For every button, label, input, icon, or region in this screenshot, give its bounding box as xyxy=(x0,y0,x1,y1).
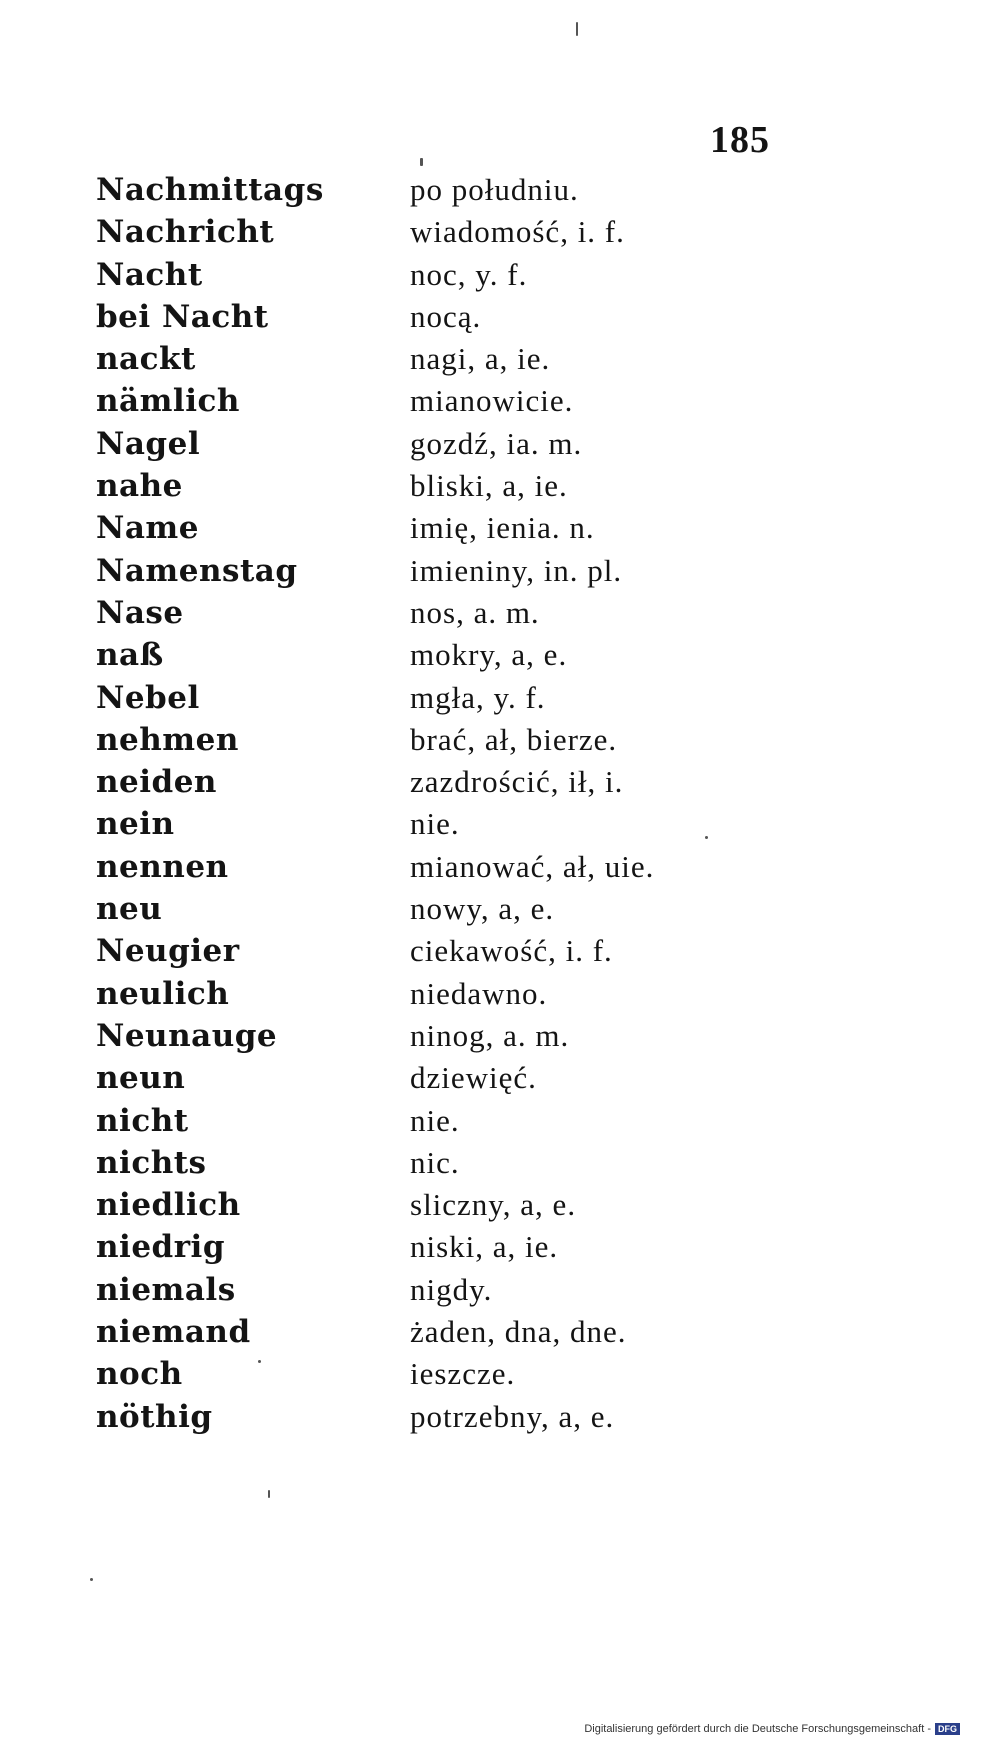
german-headword: Neunauge xyxy=(96,1017,278,1054)
dictionary-entry xyxy=(0,255,1000,297)
dictionary-entry xyxy=(0,1397,1000,1439)
german-headword: bei Nacht xyxy=(96,298,269,335)
dictionary-entry xyxy=(0,1101,1000,1143)
polish-translation: bliski, a, ie. xyxy=(410,468,568,504)
dictionary-entries xyxy=(0,170,1000,1439)
dictionary-entry xyxy=(0,720,1000,762)
polish-translation: mianować, ał, uie. xyxy=(410,848,655,884)
polish-translation: nagi, a, ie. xyxy=(410,341,551,377)
polish-translation: mgła, y. f. xyxy=(410,679,546,715)
polish-translation: noc, y. f. xyxy=(410,256,528,292)
german-headword: Nagel xyxy=(96,425,201,462)
dictionary-entry xyxy=(0,678,1000,720)
polish-translation: sliczny, a, e. xyxy=(410,1187,577,1223)
dictionary-entry xyxy=(0,339,1000,381)
dictionary-entry xyxy=(0,297,1000,339)
german-headword: nämlich xyxy=(96,383,240,420)
german-headword: niemals xyxy=(96,1271,236,1308)
polish-translation: mokry, a, e. xyxy=(410,637,568,673)
polish-translation: imię, ienia. n. xyxy=(410,510,595,546)
polish-translation: ciekawość, i. f. xyxy=(410,933,613,969)
german-headword: niemand xyxy=(96,1314,251,1351)
scan-speck xyxy=(258,1360,261,1363)
dictionary-entry xyxy=(0,1312,1000,1354)
dictionary-entry xyxy=(0,889,1000,931)
german-headword: Nacht xyxy=(96,256,203,293)
scan-speck xyxy=(576,22,578,36)
dictionary-entry xyxy=(0,551,1000,593)
dfg-logo: DFG xyxy=(935,1723,960,1735)
polish-translation: gozdź, ia. m. xyxy=(410,425,583,461)
dictionary-entry xyxy=(0,1227,1000,1269)
german-headword: Namenstag xyxy=(96,552,298,589)
dictionary-entry xyxy=(0,1143,1000,1185)
polish-translation: ninog, a. m. xyxy=(410,1017,570,1053)
polish-translation: niedawno. xyxy=(410,975,548,1011)
german-headword: niedrig xyxy=(96,1229,225,1266)
scan-speck xyxy=(705,836,708,839)
polish-translation: dziewięć. xyxy=(410,1060,537,1096)
dictionary-entry xyxy=(0,1270,1000,1312)
polish-translation: wiadomość, i. f. xyxy=(410,214,625,250)
german-headword: nahe xyxy=(96,468,183,505)
dictionary-entry xyxy=(0,593,1000,635)
dictionary-entry xyxy=(0,1058,1000,1100)
polish-translation: nigdy. xyxy=(410,1271,493,1307)
polish-translation: mianowicie. xyxy=(410,383,574,419)
polish-translation: nowy, a, e. xyxy=(410,891,555,927)
german-headword: naß xyxy=(96,637,164,674)
footer-text: Digitalisierung gefördert durch die Deutsche Forschungsgemeinschaft - xyxy=(584,1723,931,1735)
german-headword: nackt xyxy=(96,341,196,378)
dictionary-entry xyxy=(0,931,1000,973)
german-headword: Neugier xyxy=(96,933,240,970)
dictionary-entry xyxy=(0,1185,1000,1227)
polish-translation: niski, a, ie. xyxy=(410,1229,559,1265)
german-headword: neu xyxy=(96,891,163,928)
dictionary-entry xyxy=(0,170,1000,212)
page-number: 185 xyxy=(710,119,770,161)
polish-translation: nos, a. m. xyxy=(410,594,540,630)
german-headword: nennen xyxy=(96,848,229,885)
german-headword: Nachmittags xyxy=(96,172,324,208)
german-headword: neun xyxy=(96,1060,186,1097)
polish-translation: żaden, dna, dne. xyxy=(410,1314,627,1350)
polish-translation: po południu. xyxy=(410,172,579,207)
scan-speck xyxy=(420,158,423,166)
german-headword: nein xyxy=(96,806,175,843)
dictionary-entry xyxy=(0,974,1000,1016)
german-headword: neiden xyxy=(96,764,217,801)
polish-translation: brać, ał, bierze. xyxy=(410,721,618,757)
german-headword: Nachricht xyxy=(96,214,275,251)
polish-translation: zazdrościć, ił, i. xyxy=(410,764,624,800)
dictionary-entry xyxy=(0,804,1000,846)
scan-speck xyxy=(90,1578,93,1581)
polish-translation: nie. xyxy=(410,1102,460,1138)
german-headword: niedlich xyxy=(96,1187,241,1224)
german-headword: Nase xyxy=(96,594,184,631)
german-headword: nehmen xyxy=(96,721,239,758)
german-headword: neulich xyxy=(96,975,230,1012)
polish-translation: nocą. xyxy=(410,298,482,334)
german-headword: Nebel xyxy=(96,679,200,716)
digitization-footer xyxy=(584,1723,960,1735)
dictionary-entry xyxy=(0,762,1000,804)
polish-translation: nic. xyxy=(410,1144,460,1180)
german-headword: nichts xyxy=(96,1144,207,1181)
dictionary-entry xyxy=(0,635,1000,677)
polish-translation: nie. xyxy=(410,806,460,842)
polish-translation: imieniny, in. pl. xyxy=(410,552,623,588)
dictionary-entry xyxy=(0,424,1000,466)
scan-speck xyxy=(268,1490,270,1498)
dictionary-entry xyxy=(0,1016,1000,1058)
polish-translation: potrzebny, a, e. xyxy=(410,1398,615,1434)
german-headword: nicht xyxy=(96,1102,189,1139)
dictionary-entry xyxy=(0,847,1000,889)
dictionary-entry xyxy=(0,466,1000,508)
dictionary-entry xyxy=(0,508,1000,550)
dictionary-entry xyxy=(0,381,1000,423)
polish-translation: ieszcze. xyxy=(410,1356,516,1392)
german-headword: noch xyxy=(96,1356,183,1393)
german-headword: nöthig xyxy=(96,1398,213,1435)
german-headword: Name xyxy=(96,510,199,547)
dictionary-entry xyxy=(0,212,1000,254)
dictionary-entry xyxy=(0,1354,1000,1396)
